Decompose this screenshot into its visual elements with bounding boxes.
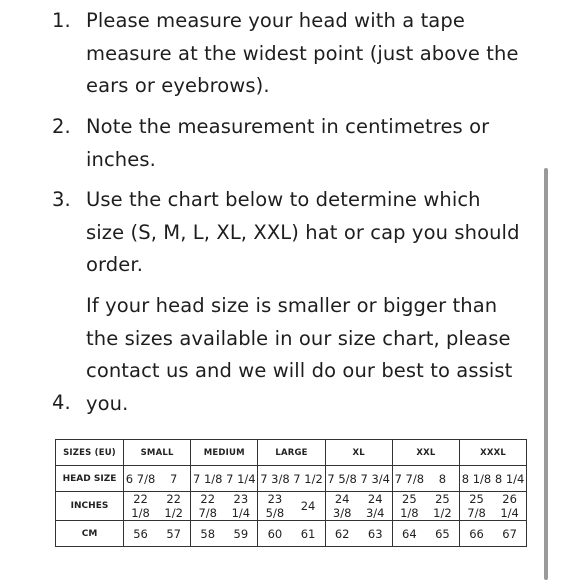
table-cell: 24 3/4 <box>359 492 393 521</box>
table-cell: 22 1/2 <box>157 492 191 521</box>
table-cell: 57 <box>157 521 191 547</box>
scrollbar[interactable] <box>544 168 548 580</box>
step-line: you. <box>86 391 129 415</box>
table-cell: 56 <box>124 521 158 547</box>
table-cell: 67 <box>493 521 527 547</box>
step-line: size (S, M, L, XL, XXL) hat or cap you should <box>86 220 520 244</box>
table-cell: 7 1/8 <box>191 466 225 492</box>
table-cell: 65 <box>426 521 460 547</box>
step-line: measure at the widest point (just above the <box>86 41 519 65</box>
table-cell: 64 <box>392 521 426 547</box>
table-header-cell: LARGE <box>258 440 325 466</box>
table-cell: 63 <box>359 521 393 547</box>
step-line: ears or eyebrows). <box>86 74 270 97</box>
step-line: Use the chart below to determine which <box>86 188 481 211</box>
table-cell: 24 <box>291 492 325 521</box>
row-label: INCHES <box>56 492 124 521</box>
table-cell: 7 5/8 <box>325 466 359 492</box>
table-cell: 7 1/2 <box>291 466 325 492</box>
table-cell: 23 5/8 <box>258 492 292 521</box>
table-row <box>56 521 527 547</box>
table-cell: 8 <box>426 466 460 492</box>
table-header-row <box>56 440 527 466</box>
step-line: If your head size is smaller or bigger than <box>86 294 498 317</box>
table-cell: 7 1/4 <box>224 466 258 492</box>
table-cell: 26 1/4 <box>493 492 527 521</box>
step-line: Note the measurement in centimetres or <box>86 115 490 138</box>
table-cell: 8 1/4 <box>493 466 527 492</box>
step-text <box>86 184 536 282</box>
table-row <box>56 492 527 521</box>
table-header-cell: MEDIUM <box>191 440 258 466</box>
table-cell: 25 1/2 <box>426 492 460 521</box>
table-cell: 6 7/8 <box>124 466 158 492</box>
step-line: order. <box>86 253 144 276</box>
table-cell: 22 7/8 <box>191 492 225 521</box>
step-line: Please measure your head with a tape <box>86 9 465 32</box>
step-number: 3. <box>52 188 71 211</box>
table-cell: 8 1/8 <box>459 466 493 492</box>
table-cell: 59 <box>224 521 258 547</box>
table-cell: 25 7/8 <box>459 492 493 521</box>
table-header-cell: XXL <box>392 440 459 466</box>
table-cell: 7 3/8 <box>258 466 292 492</box>
step-line: the sizes available in our size chart, please <box>86 326 511 350</box>
table-cell: 7 <box>157 466 191 492</box>
table-cell: 25 1/8 <box>392 492 426 521</box>
table-cell: 7 7/8 <box>392 466 426 492</box>
table-header-cell: SIZES (EU) <box>56 440 124 466</box>
row-label: CM <box>56 521 124 547</box>
table-cell: 22 1/8 <box>124 492 158 521</box>
table-cell: 23 1/4 <box>224 492 258 521</box>
table-cell: 61 <box>291 521 325 547</box>
step-line: contact us and we will do our best to assist <box>86 359 513 382</box>
step-number: 1. <box>52 9 71 32</box>
row-label: HEAD SIZE <box>56 466 124 492</box>
step-line: inches. <box>86 147 156 171</box>
table-cell: 24 3/8 <box>325 492 359 521</box>
table-cell: 58 <box>191 521 225 547</box>
step-number: 4. <box>52 391 71 414</box>
table-cell: 60 <box>258 521 292 547</box>
size-chart-table <box>55 439 527 547</box>
table-cell: 62 <box>325 521 359 547</box>
table-header-cell: XL <box>325 440 392 466</box>
step-text <box>86 290 536 420</box>
table-cell: 66 <box>459 521 493 547</box>
step-text <box>86 111 536 176</box>
table-row <box>56 466 527 492</box>
table-header-cell: XXXL <box>459 440 526 466</box>
step-number: 2. <box>52 115 71 138</box>
step-text <box>86 5 536 103</box>
table-header-cell: SMALL <box>124 440 191 466</box>
table-cell: 7 3/4 <box>359 466 393 492</box>
